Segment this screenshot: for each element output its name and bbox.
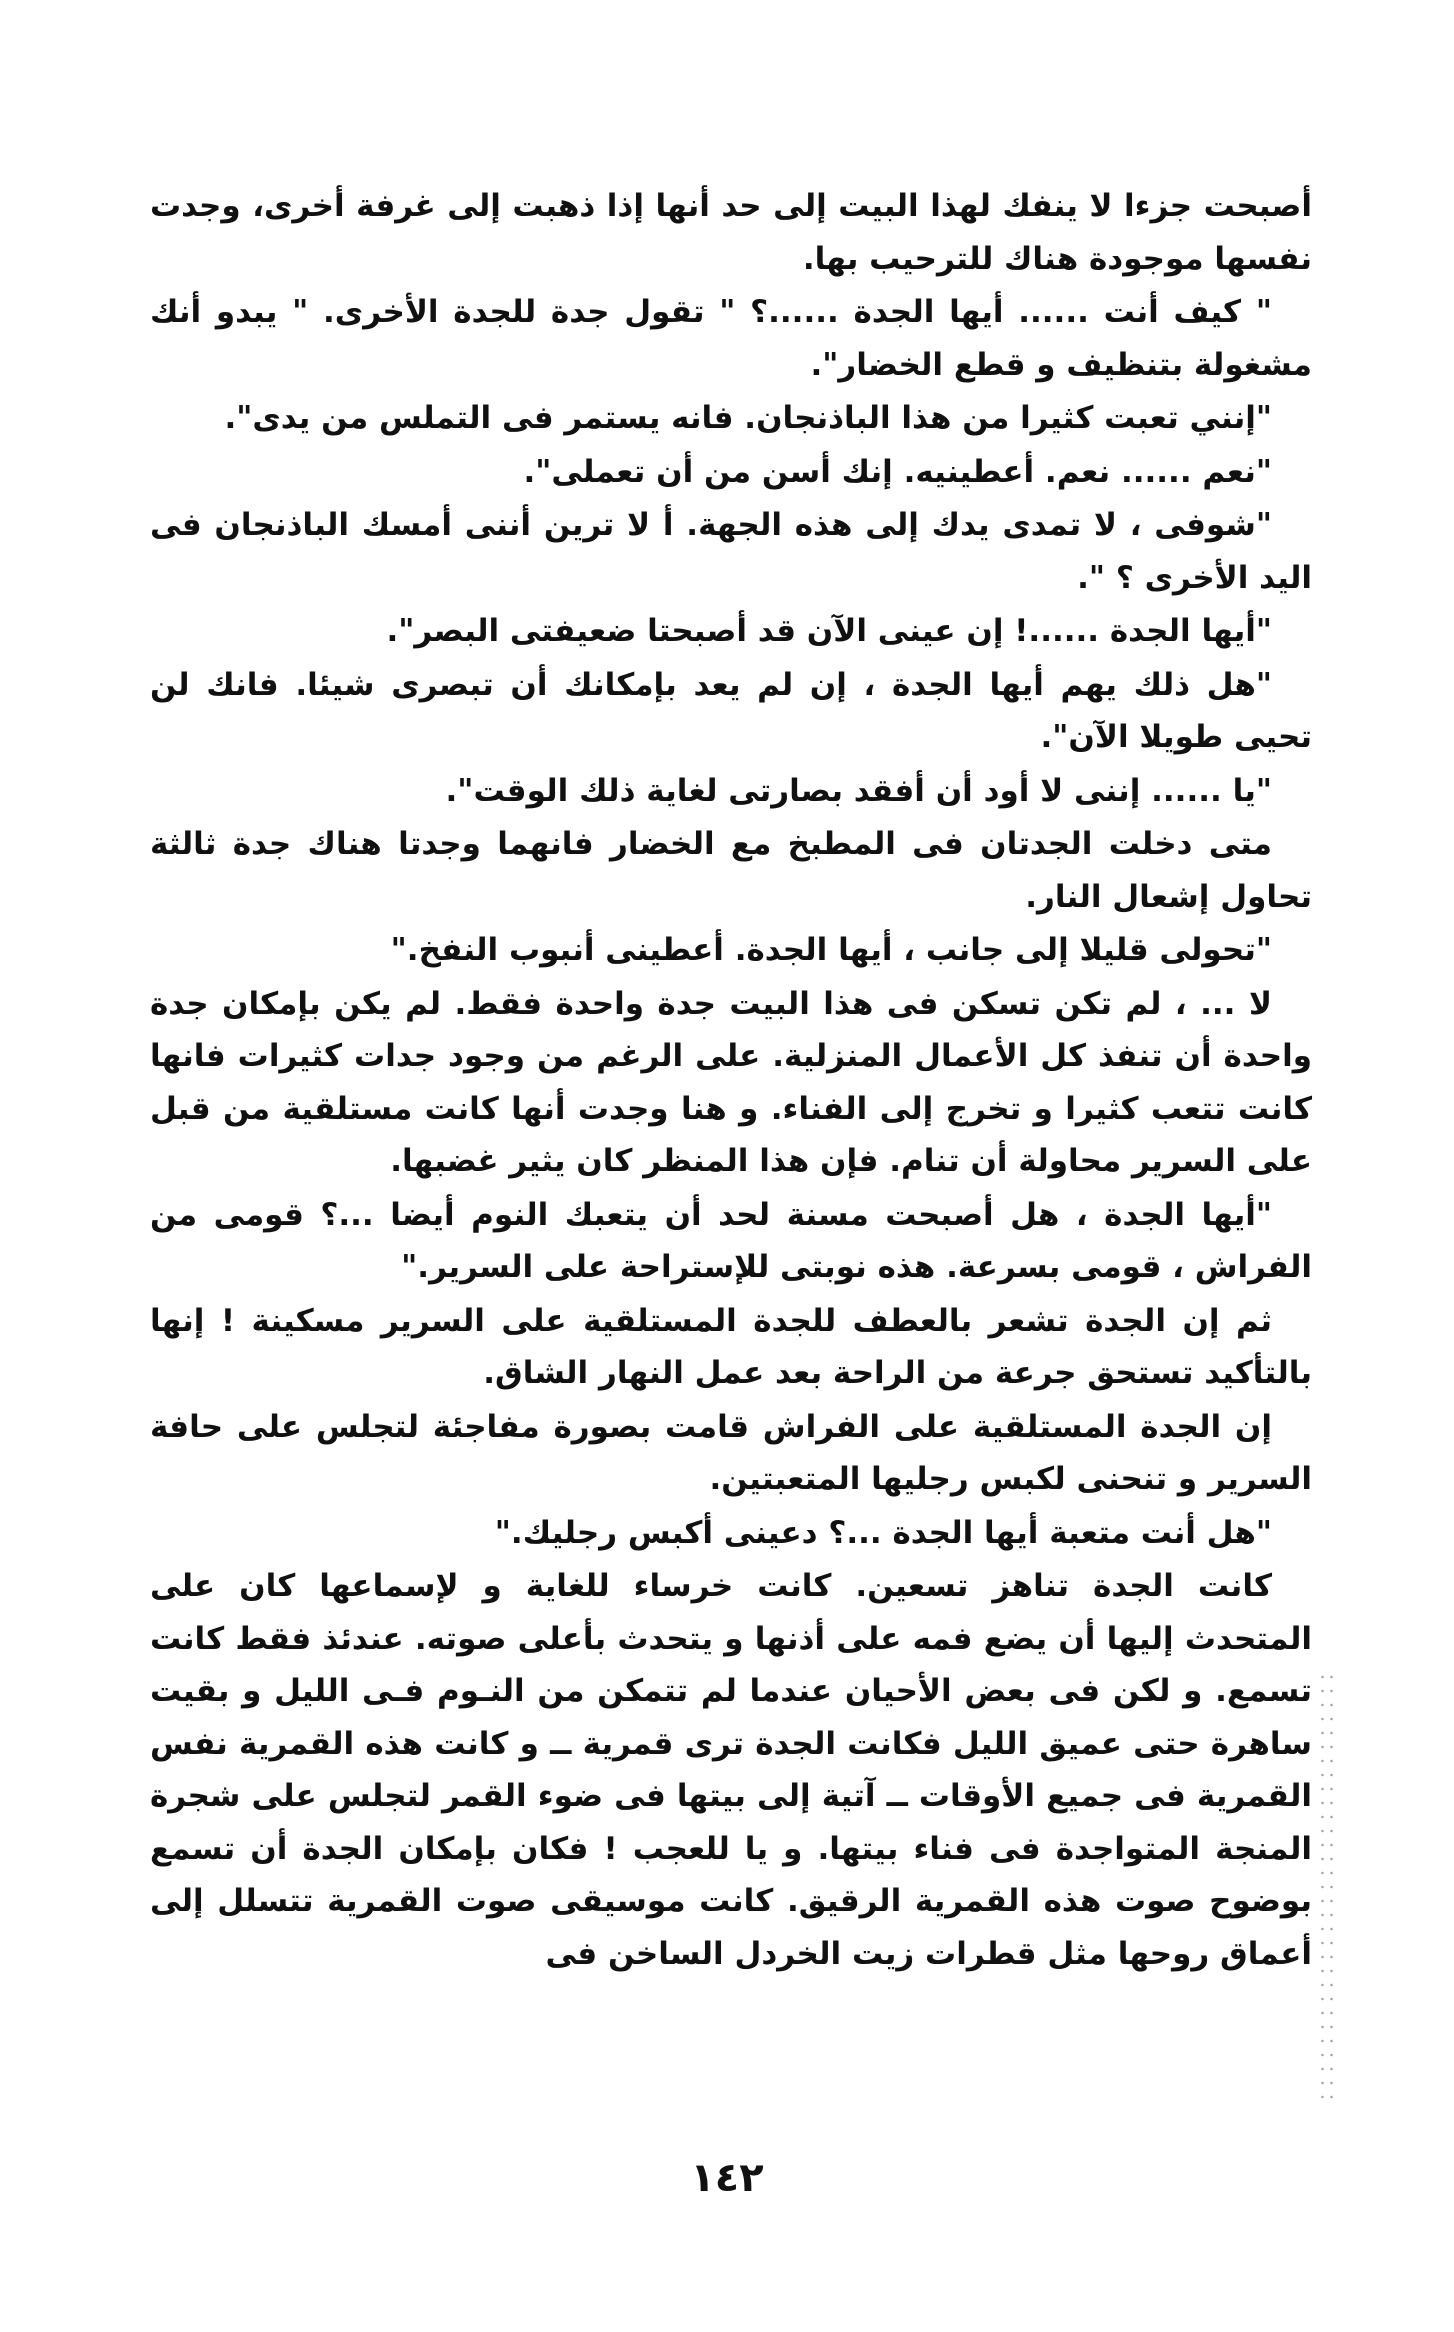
paragraph-4: "نعم ...... نعم. أعطينيه. إنك أسن من أن تعملى".	[523, 453, 1272, 490]
page-body-text	[150, 180, 1312, 1981]
paragraph-2: " كيف أنت ...... أيها الجدة ......؟ " تقول جدة للجدة الأخرى. " يبدو أنك مشغولة بتنظيف و قطع الخضار".	[150, 294, 1312, 383]
binding-margin-marks	[1318, 1670, 1336, 2100]
paragraph-15: "هل أنت متعبة أيها الجدة ...؟ دعينى أكبس رجليك."	[494, 1514, 1272, 1551]
paragraph-8: "يا ...... إننى لا أود أن أفقد بصارتى لغاية ذلك الوقت".	[445, 772, 1272, 809]
paragraph-9: متى دخلت الجدتان فى المطبخ مع الخضار فانهما وجدتا هناك جدة ثالثة تحاول إشعال النار.	[150, 826, 1312, 915]
paragraph-11: لا ... ، لم تكن تسكن فى هذا البيت جدة واحدة فقط. لم يكن بإمكان جدة واحدة أن تنفذ كل الأعمال المنزلية. على الرغم من وجود جدات كثيرات فانها كانت تتعب كثيرا و تخرج إلى الفناء. و هنا وجدت أنها كانت مستلقية من قبل على السرير محاولة أن تنام. فإن هذا المنظر كان يثير غضبها.	[150, 985, 1312, 1179]
paragraph-6: "أيها الجدة ......! إن عينى الآن قد أصبحتا ضعيفتى البصر".	[386, 613, 1272, 649]
paragraph-14: إن الجدة المستلقية على الفراش قامت بصورة مفاجئة لتجلس على حافة السرير و تنحنى لكبس رجليها المتعبتين.	[150, 1408, 1312, 1497]
page-number: ١٤٢	[690, 2155, 764, 2201]
paragraph-13: ثم إن الجدة تشعر بالعطف للجدة المستلقية على السرير مسكينة ! إنها بالتأكيد تستحق جرعة من الراحة بعد عمل النهار الشاق.	[150, 1302, 1312, 1391]
paragraph-5: "شوفى ، لا تمدى يدك إلى هذه الجهة. أ لا ترين أننى أمسك الباذنجان فى اليد الأخرى ؟ ".	[150, 507, 1312, 596]
paragraph-3: "إنني تعبت كثيرا من هذا الباذنجان. فانه يستمر فى التملس من يدى".	[224, 400, 1272, 436]
paragraph-7: "هل ذلك يهم أيها الجدة ، إن لم يعد بإمكانك أن تبصرى شيئا. فانك لن تحيى طويلا الآن".	[150, 666, 1312, 755]
paragraph-10: "تحولى قليلا إلى جانب ، أيها الجدة. أعطينى أنبوب النفخ."	[390, 932, 1272, 968]
paragraph-16: كانت الجدة تناهز تسعين. كانت خرساء للغاية و لإسماعها كان على المتحدث إليها أن يضع فمه على أذنها و يتحدث بأعلى صوته. عندئذ فقط كانت تسمع. و لكن فى بعض الأحيان عندما لم تتمكن من النـوم فـى الليل و بقيت ساهرة حتى عميق الليل فكانت الجدة ترى قمرية ــ و كانت هذه القمرية نفس القمرية فى جميع الأوقات ــ آتية إلى بيتها فى ضوء القمر لتجلس على شجرة المنجة المتواجدة فى فناء بيتها. و يا للعجب ! فكان بإمكان الجدة أن تسمع بوضوح صوت هذه القمرية الرقيق. كانت موسيقى صوت القمرية تتسلل إلى أعماق روحها مثل قطرات زيت الخردل الساخن فى	[150, 1568, 1312, 1972]
paragraph-12: "أيها الجدة ، هل أصبحت مسنة لحد أن يتعبك النوم أيضا ...؟ قومى من الفراش ، قومى بسرعة. هذه نوبتى للإستراحة على السرير."	[150, 1196, 1312, 1285]
paragraph-1: أصبحت جزءا لا ينفك لهذا البيت إلى حد أنها إذا ذهبت إلى غرفة أخرى، وجدت نفسها موجودة هناك للترحيب بها.	[150, 188, 1312, 277]
